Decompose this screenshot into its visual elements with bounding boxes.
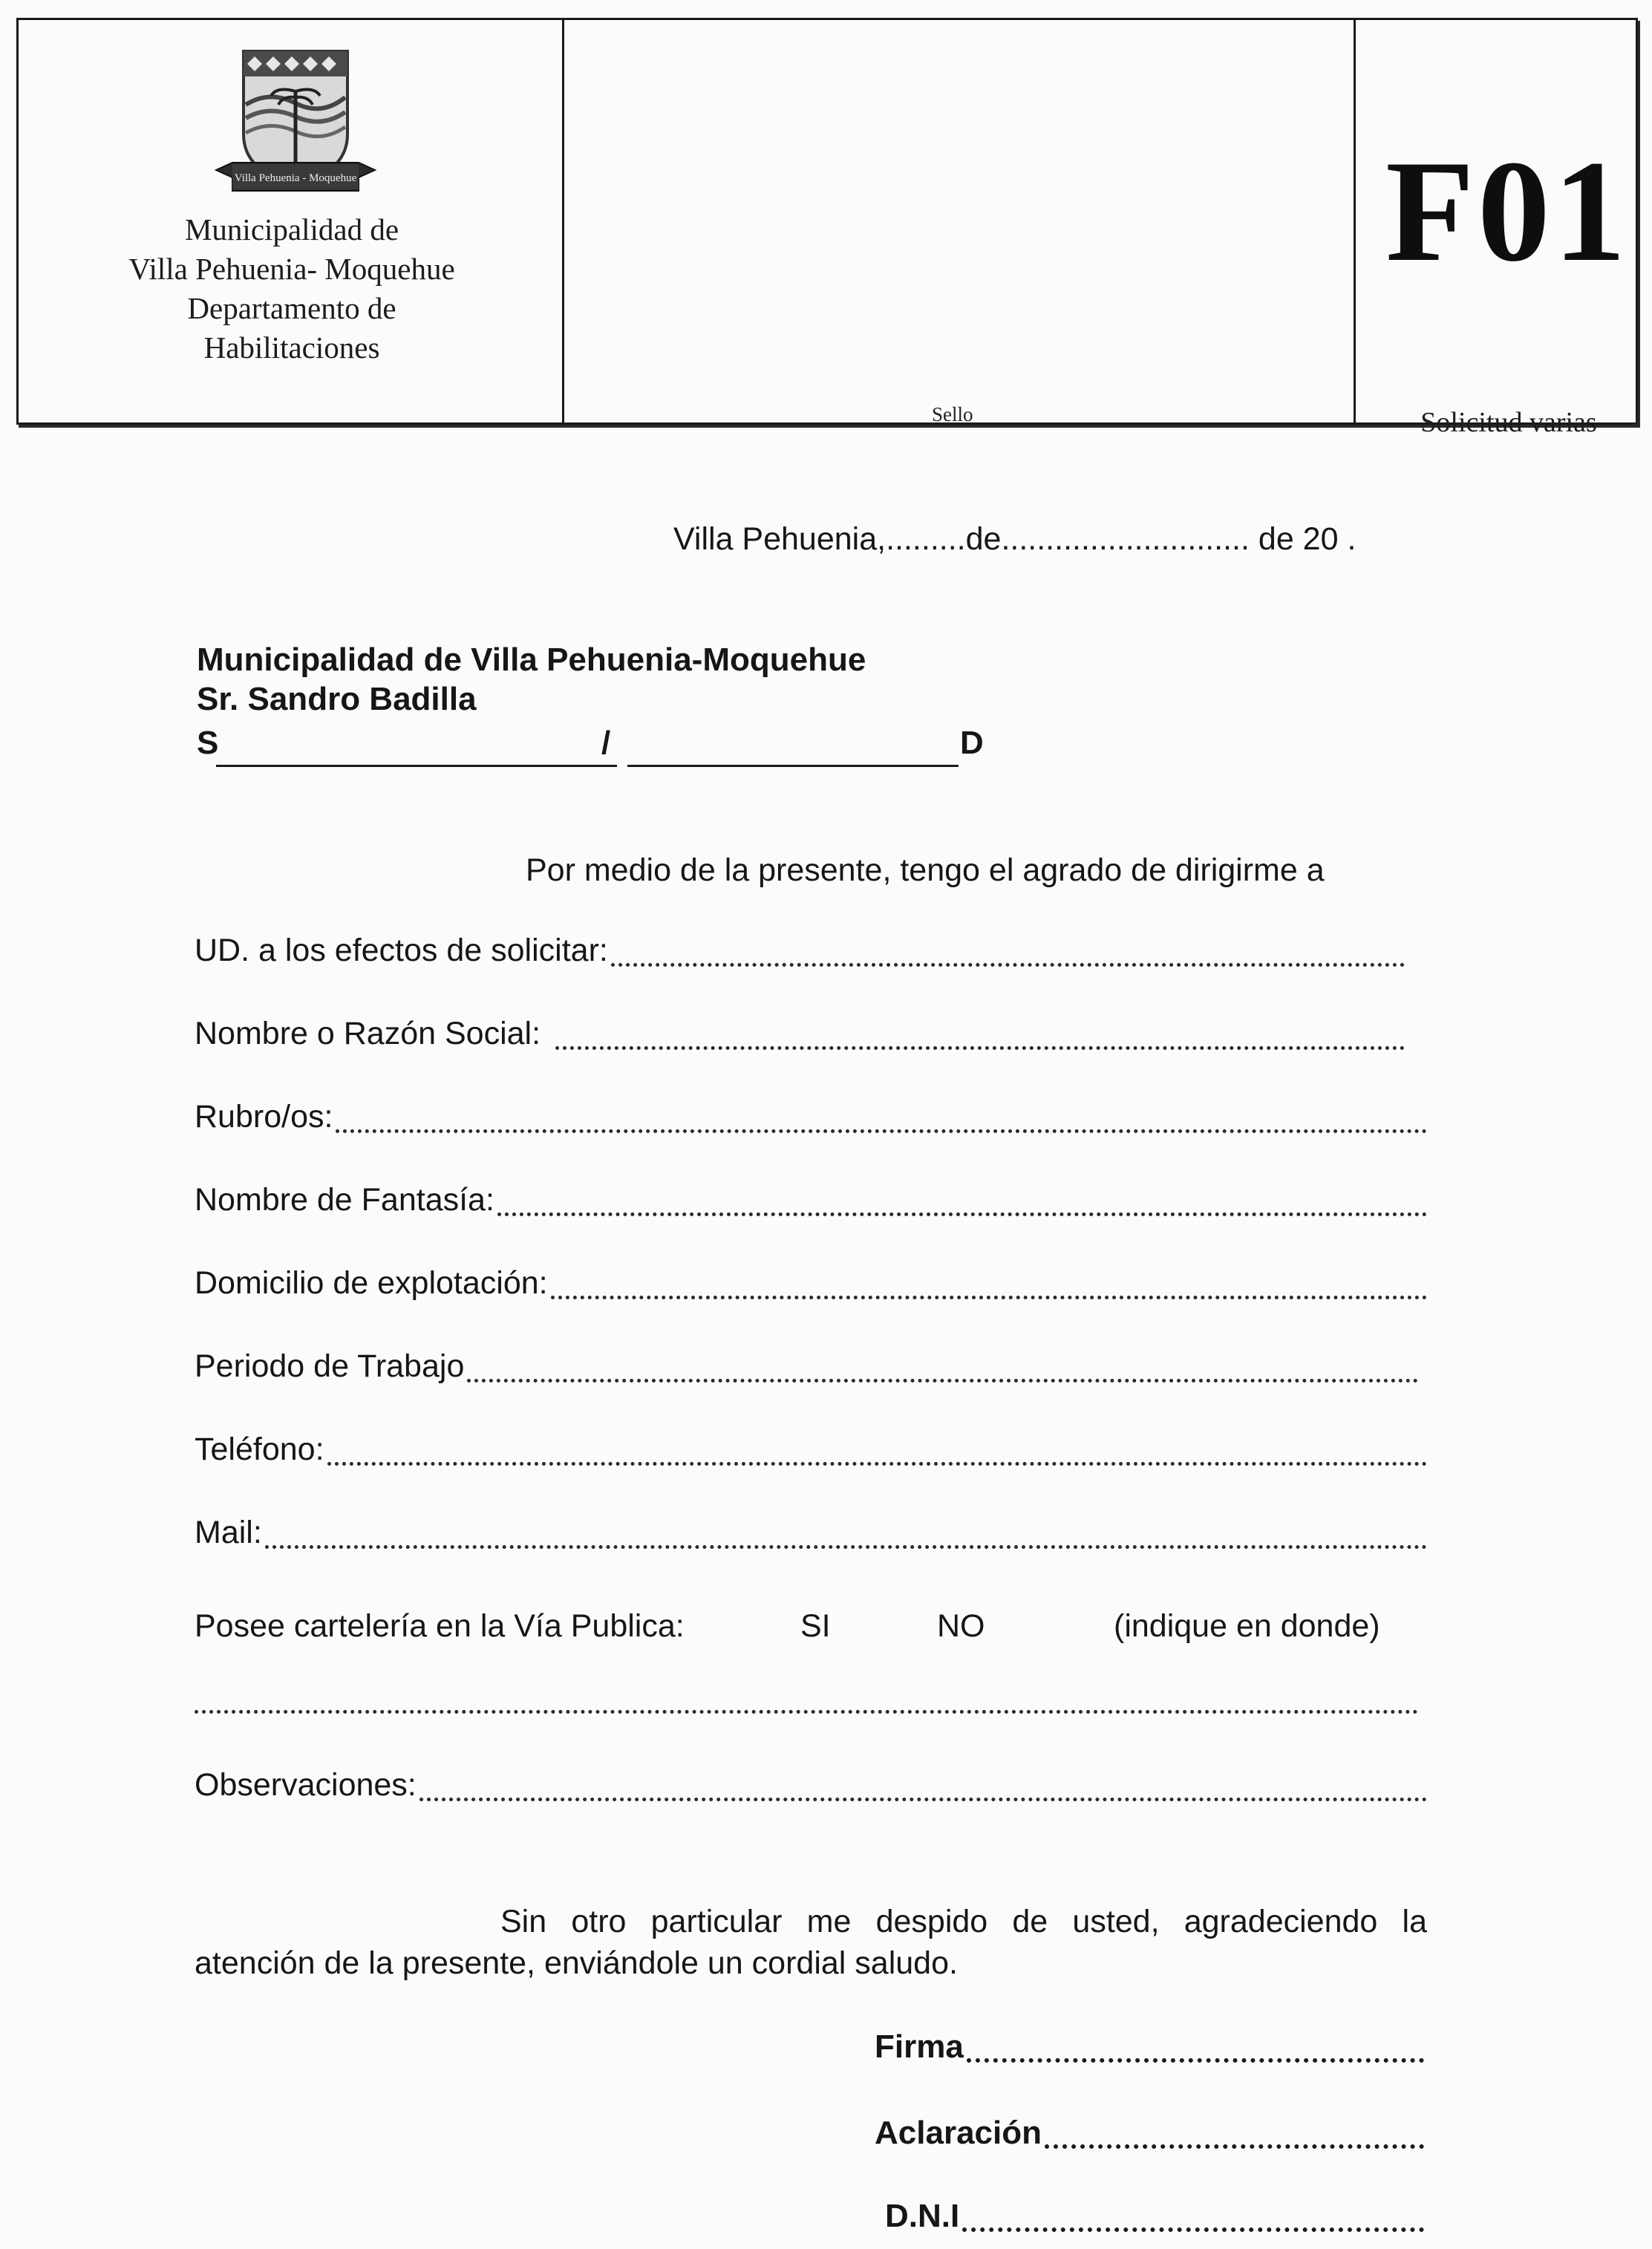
fill-line[interactable] (962, 2227, 1424, 2232)
municipality-name: Municipalidad de Villa Pehuenia- Moquehue Departamento de Habilitaciones (128, 212, 455, 365)
fill-line[interactable] (555, 1046, 1405, 1050)
fill-line[interactable] (467, 1379, 1418, 1383)
stamp-label: Sello (932, 403, 973, 425)
field-telefono[interactable]: Teléfono: (195, 1432, 1427, 1473)
signature-aclaracion[interactable]: Aclaración (875, 2115, 1424, 2156)
field-razon-social[interactable]: Nombre o Razón Social: (195, 1016, 1405, 1057)
addressee-person: Sr. Sandro Badilla (197, 681, 477, 717)
field-signage-location[interactable] (195, 1680, 1418, 1721)
fill-line[interactable] (265, 1545, 1427, 1549)
fill-line[interactable] (497, 1212, 1427, 1216)
form-code: F01 (1385, 131, 1629, 292)
date-line[interactable]: Villa Pehuenia,.........de............................ de 20 . (673, 521, 1356, 557)
signature-firma[interactable]: Firma (875, 2028, 1424, 2070)
fill-line[interactable] (967, 2058, 1424, 2063)
field-solicitar[interactable]: UD. a los efectos de solicitar: (195, 933, 1405, 974)
blank-line (216, 765, 617, 767)
fill-line[interactable] (419, 1798, 1427, 1801)
svg-text:Villa Pehuenia - Moquehue: Villa Pehuenia - Moquehue (234, 172, 357, 184)
fill-line[interactable] (1045, 2144, 1424, 2149)
form-header (16, 18, 1638, 438)
field-domicilio[interactable]: Domicilio de explotación: (195, 1265, 1427, 1307)
fill-line[interactable] (551, 1296, 1427, 1299)
fill-line[interactable] (611, 963, 1405, 967)
fill-line[interactable] (327, 1462, 1427, 1466)
blank-line (627, 765, 959, 767)
addressee (197, 640, 866, 719)
field-mail[interactable]: Mail: (195, 1515, 1427, 1556)
signage-question: Posee cartelería en la Vía Publica: SI NO (indique en donde) (195, 1608, 1380, 1644)
option-no[interactable]: NO (937, 1608, 985, 1644)
field-fantasia[interactable]: Nombre de Fantasía: (195, 1182, 1427, 1224)
field-observaciones[interactable]: Observaciones: (195, 1767, 1427, 1809)
addressee-institution: Municipalidad de Villa Pehuenia-Moquehue (197, 642, 866, 678)
closing-paragraph: Sin otro particular me despido de usted, agradeciendo la atención de la presente, enviándole un cordial saludo. (195, 1904, 1427, 1981)
field-periodo[interactable]: Periodo de Trabajo (195, 1348, 1418, 1390)
fill-line[interactable] (336, 1129, 1427, 1133)
option-si[interactable]: SI (800, 1608, 831, 1644)
signage-where-hint: (indique en donde) (1114, 1608, 1380, 1644)
intro-text: Por medio de la presente, tengo el agrado de dirigirme a (526, 852, 1325, 888)
municipal-emblem (203, 45, 388, 209)
fill-line[interactable] (195, 1710, 1418, 1714)
salutation-sd: S / D (197, 725, 985, 769)
field-rubro[interactable]: Rubro/os: (195, 1099, 1427, 1140)
signature-dni[interactable]: D.N.I (885, 2198, 1424, 2239)
form-subtitle: Solicitud varias (1420, 407, 1597, 438)
header-divider (1354, 20, 1356, 422)
